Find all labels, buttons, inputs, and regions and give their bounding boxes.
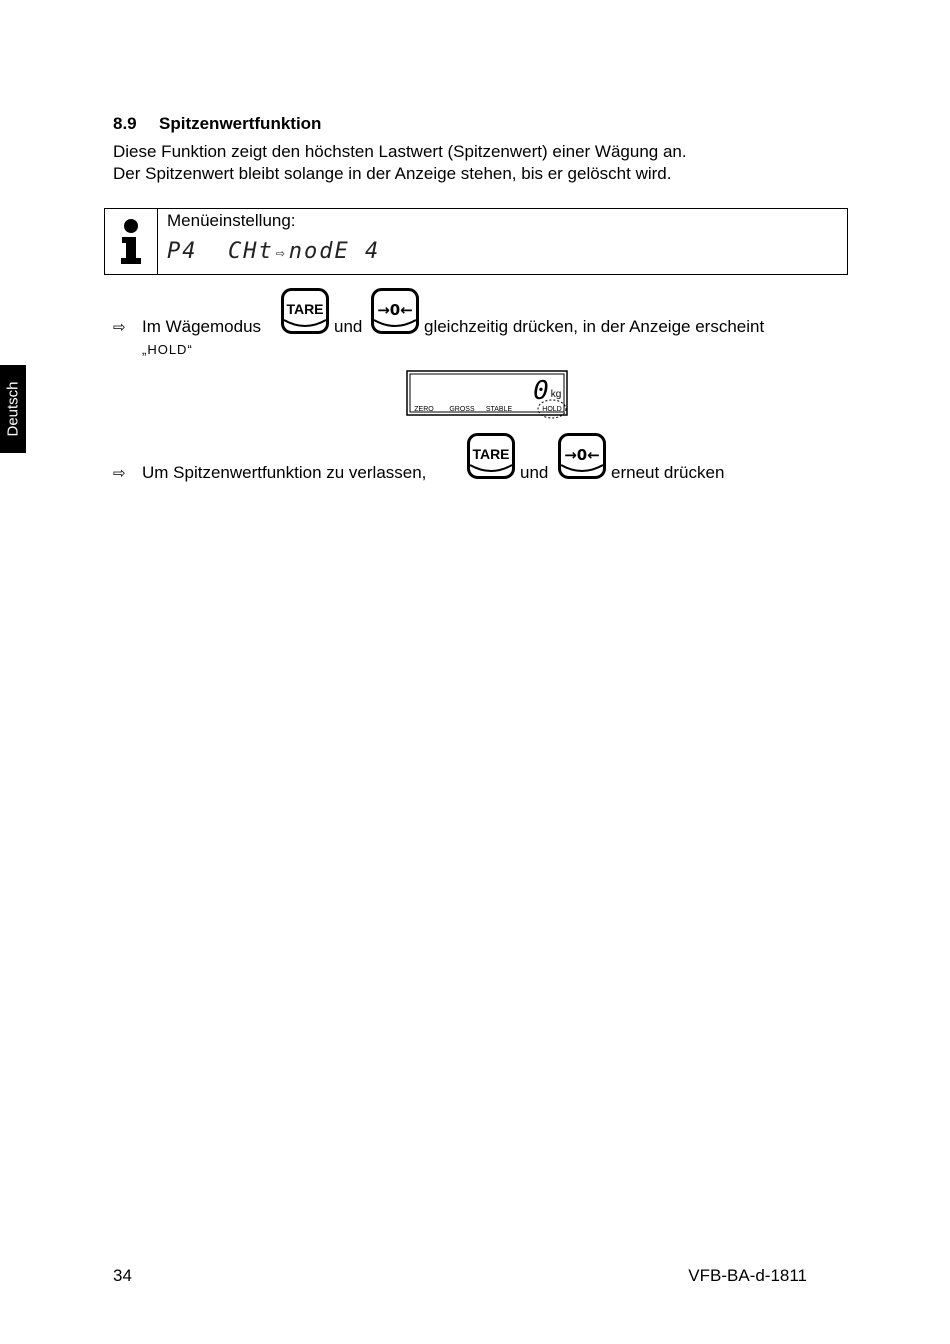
indicator-gross: GROSS [449,406,475,413]
section-title: Spitzenwertfunktion [159,114,322,133]
language-tab-label: Deutsch [4,381,22,437]
scale-display [406,370,568,416]
zero-key-2-label: →0← [564,446,600,464]
display-unit: kg [550,389,562,400]
step-1-text-before: Im Wägemodus [142,317,262,336]
section-heading [113,114,321,134]
info-icon [105,209,158,275]
step-1-connector: und [334,317,363,336]
tare-key [281,288,329,334]
tare-key-2-icon [467,433,515,479]
page-number: 34 [113,1266,132,1285]
indicator-stable: STABLE [485,406,513,413]
zero-key-2-icon [558,433,606,479]
tare-key-2 [467,433,515,479]
info-box [104,208,848,275]
step-2-connector: und [520,463,549,482]
intro-line-1: Diese Funktion zeigt den höchsten Lastwert (Spitzenwert) einer Wägung an. [113,142,687,161]
step-2-bullet: ⇨ [113,465,126,482]
language-tab [0,365,26,453]
zero-key-icon [371,288,419,334]
tare-key-icon [281,288,329,334]
menu-setting-value [167,239,380,264]
zero-key-2 [558,433,606,479]
zero-key-label: →0← [377,301,413,319]
indicator-hold: HOLD [542,406,562,413]
menu-segment-left: P4 CHt [167,239,274,264]
tare-key-label: TARE [286,301,324,317]
document-id: VFB-BA-d-1811 [688,1266,807,1285]
scale-display-graphic [406,370,568,420]
step-1-bullet: ⇨ [113,319,126,336]
display-value: 0 [533,376,549,406]
info-icon-cell [105,209,158,274]
hold-quote: „HOLD“ [142,342,193,357]
menu-setting-label: Menüeinstellung: [167,211,296,230]
tare-key-2-label: TARE [472,446,510,462]
indicator-zero: ZERO [414,406,434,413]
step-2-text-before: Um Spitzenwertfunktion zu verlassen, [142,463,427,482]
intro-line-2: Der Spitzenwert bleibt solange in der Anzeige stehen, bis er gelöscht wird. [113,164,672,183]
section-number: 8.9 [113,114,137,133]
menu-segment-right: nodE 4 [288,239,381,264]
step-2-text-after: erneut drücken [611,463,725,482]
step-1-text-after: gleichzeitig drücken, in der Anzeige erscheint [424,317,765,336]
arrow-right-icon: ⇨ [275,244,287,262]
zero-key [371,288,419,334]
